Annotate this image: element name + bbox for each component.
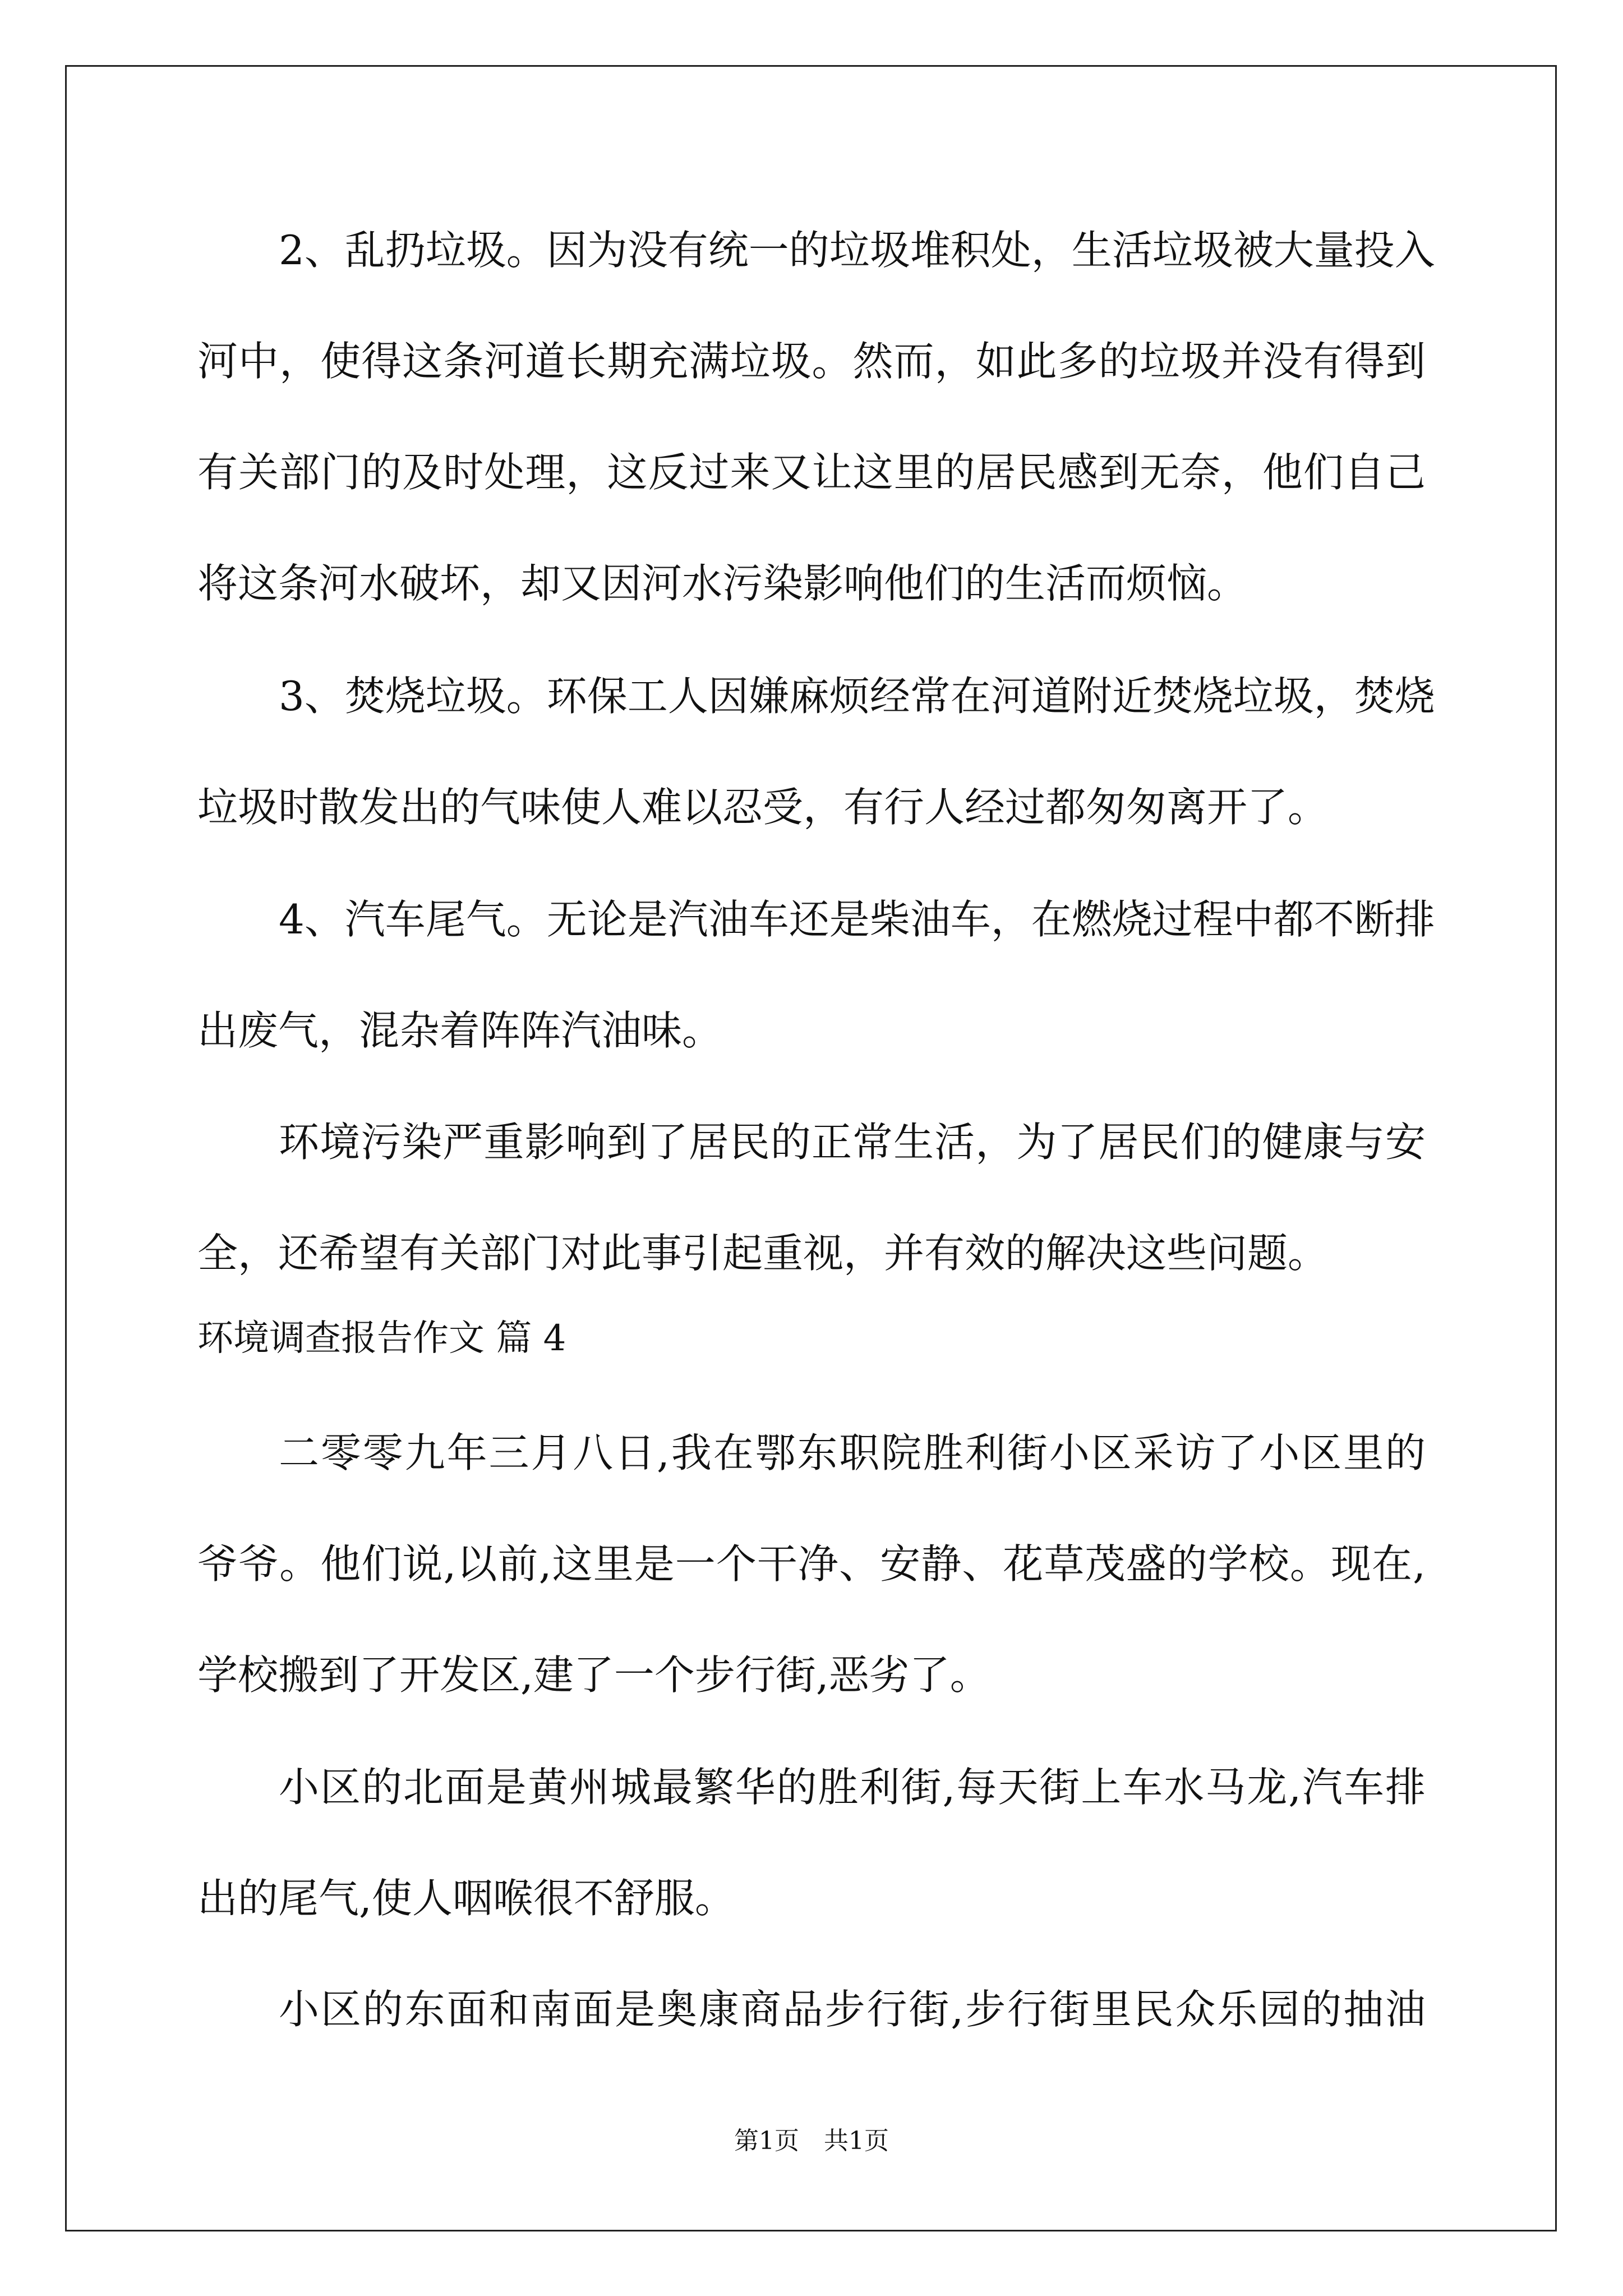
paragraph-line: 小区的北面是黄州城最繁华的胜利街,每天街上车水马龙,汽车排	[279, 1764, 1426, 1811]
paragraph-line: 2、乱扔垃圾。因为没有统一的垃圾堆积处，生活垃圾被大量投入	[279, 227, 1435, 274]
paragraph-line: 出废气，混杂着阵阵汽油味。	[197, 1007, 723, 1054]
page-footer: 第1页 共1页	[734, 2127, 889, 2155]
paragraph-line: 垃圾时散发出的气味使人难以忍受，有行人经过都匆匆离开了。	[197, 784, 1329, 831]
paragraph-line: 小区的东面和南面是奥康商品步行街,步行街里民众乐园的抽油	[279, 1986, 1426, 2033]
paragraph-line: 全，还希望有关部门对此事引起重视，并有效的解决这些问题。	[197, 1230, 1329, 1277]
paragraph-line: 爷爷。他们说,以前,这里是一个干净、安静、花草茂盛的学校。现在,	[197, 1540, 1426, 1588]
paragraph-line: 二零零九年三月八日,我在鄂东职院胜利街小区采访了小区里的	[279, 1429, 1426, 1476]
paragraph-line: 出的尾气,使人咽喉很不舒服。	[197, 1875, 735, 1922]
paragraph-line: 河中，使得这条河道长期充满垃圾。然而，如此多的垃圾并没有得到	[197, 338, 1426, 385]
paragraph-line: 将这条河水破坏，却又因河水污染影响他们的生活而烦恼。	[197, 560, 1248, 607]
paragraph-line: 环境污染严重影响到了居民的正常生活，为了居民们的健康与安	[279, 1119, 1426, 1166]
paragraph-line: 学校搬到了开发区,建了一个步行街,恶劣了。	[197, 1651, 990, 1699]
paragraph-line: 有关部门的及时处理，这反过来又让这里的居民感到无奈，他们自己	[197, 449, 1426, 496]
paragraph-line: 3、焚烧垃圾。环保工人因嫌麻烦经常在河道附近焚烧垃圾，焚烧	[279, 673, 1435, 720]
section-heading: 环境调查报告作文 篇 4	[197, 1318, 566, 1359]
paragraph-line: 4、汽车尾气。无论是汽油车还是柴油车，在燃烧过程中都不断排	[279, 896, 1435, 943]
